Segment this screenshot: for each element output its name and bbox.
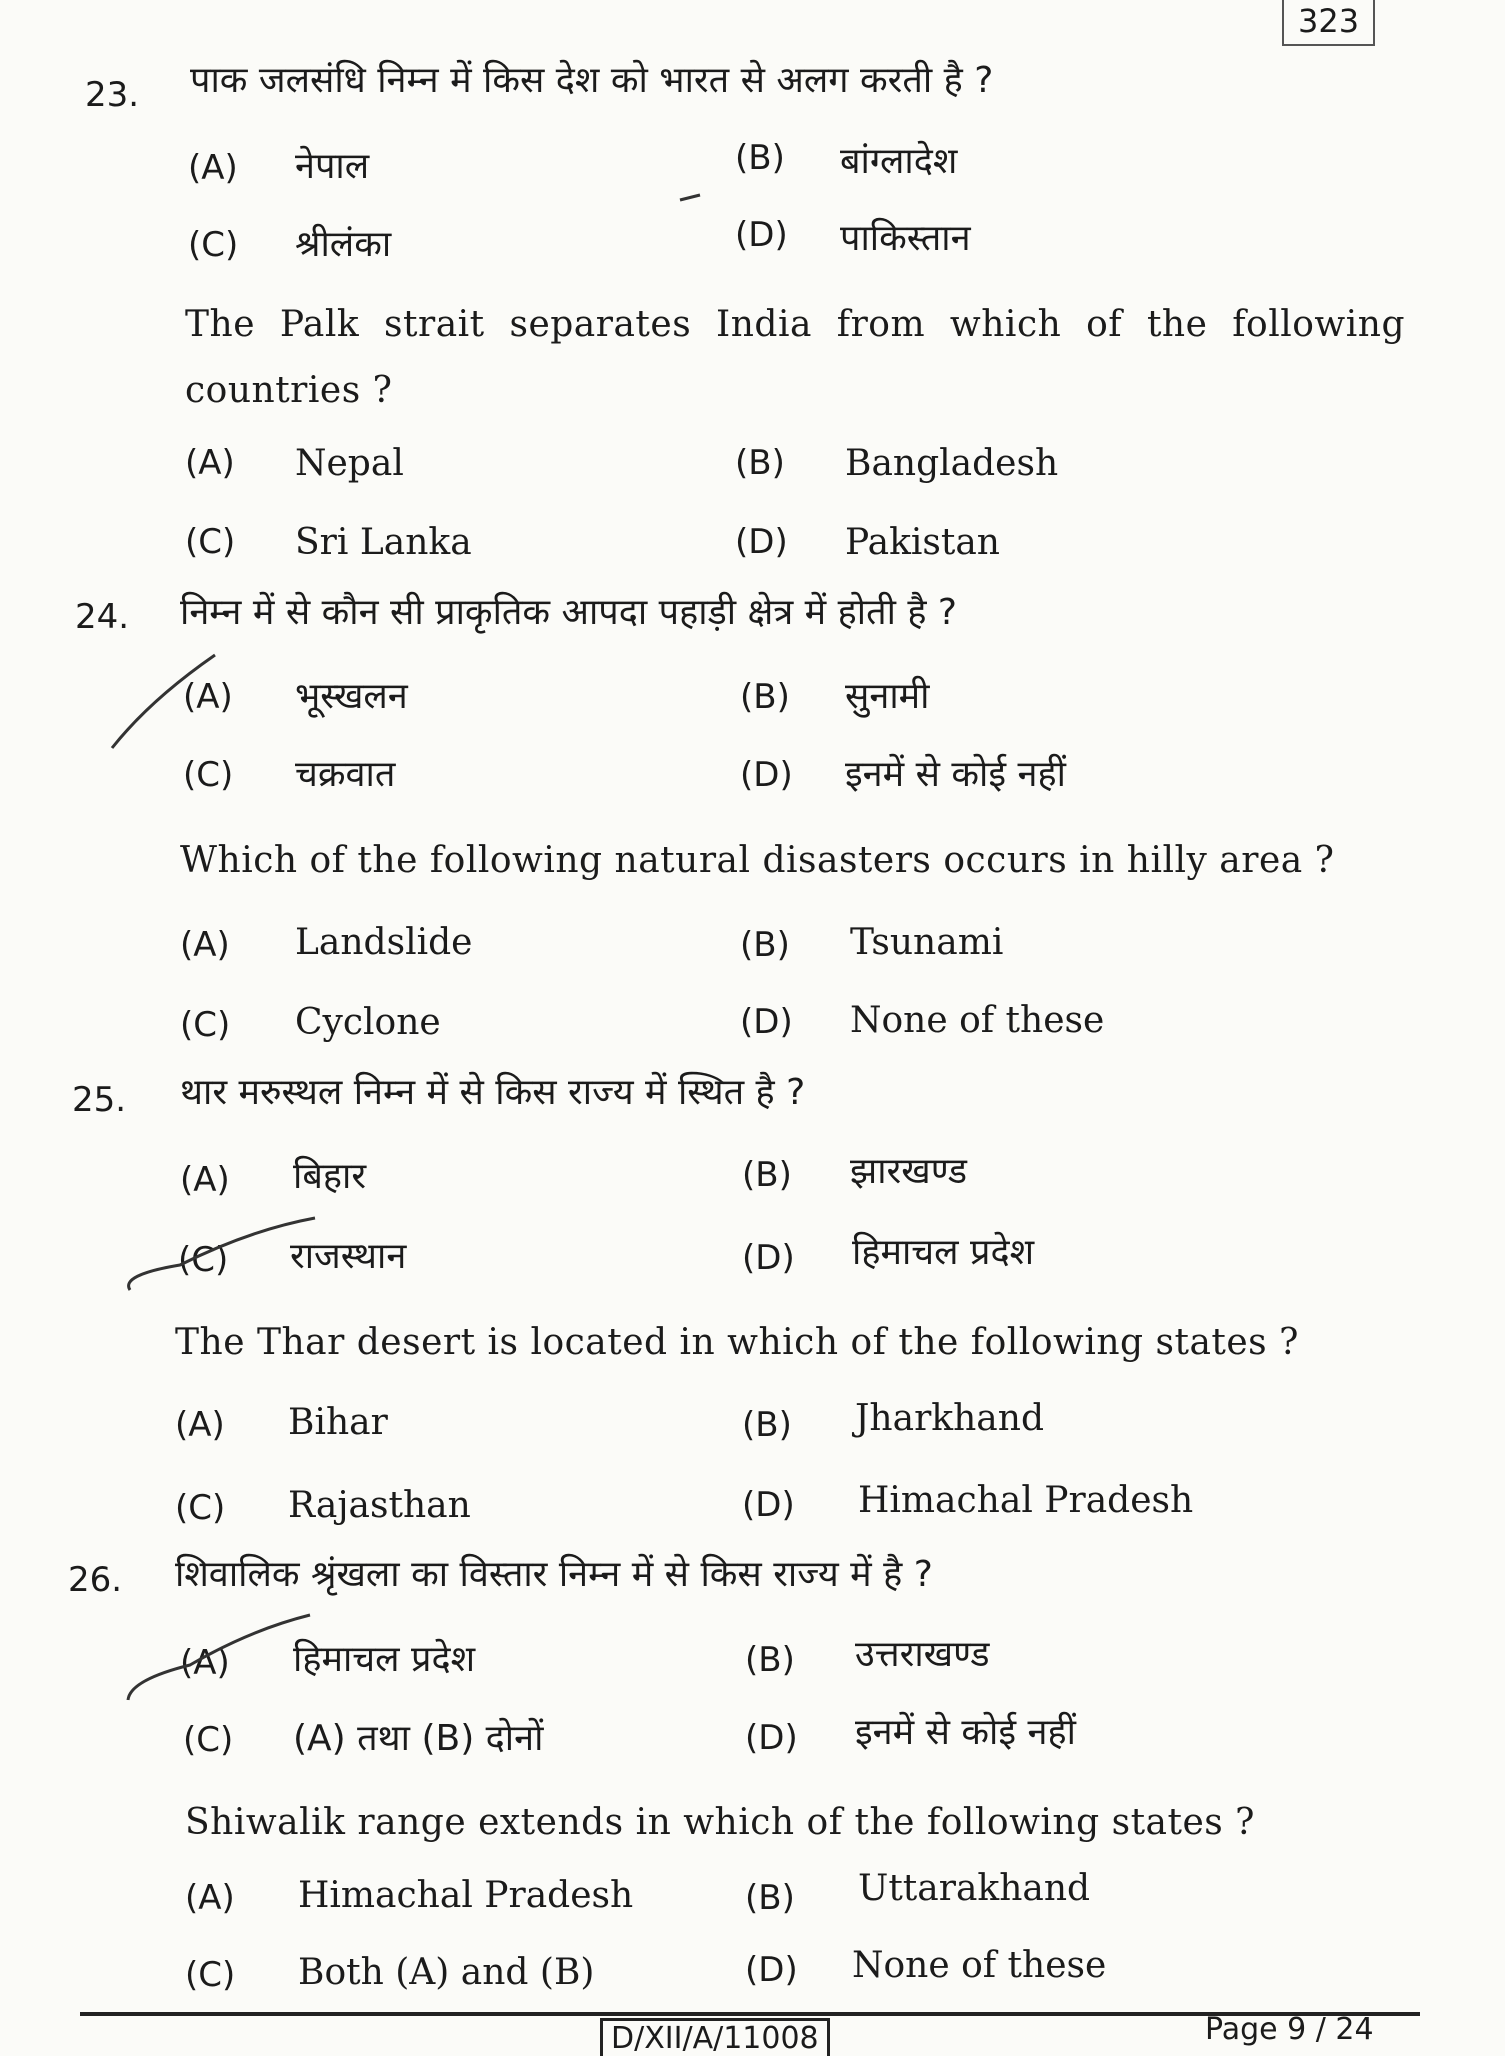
option-text: झारखण्ड <box>850 1151 968 1192</box>
option-text: Uttarakhand <box>858 1868 1091 1909</box>
option-letter: (D) <box>745 1950 798 1990</box>
option-letter: (D) <box>742 1238 795 1278</box>
option-text: Rajasthan <box>288 1485 471 1526</box>
question-number: 26. <box>68 1560 123 1600</box>
option-text: सुनामी <box>845 676 930 717</box>
option-letter: (D) <box>735 522 788 562</box>
tick-mark-icon <box>112 655 215 748</box>
option-text: Bangladesh <box>845 443 1059 484</box>
question-english: The Thar desert is located in which of the following states ? <box>175 1322 1299 1363</box>
option-text: नेपाल <box>295 146 370 187</box>
pen-mark-icon <box>680 195 700 200</box>
option-text: (A) तथा (B) दोनों <box>293 1718 544 1759</box>
option-text: Both (A) and (B) <box>298 1952 595 1993</box>
option-letter: (A) <box>188 148 238 188</box>
option-text: Himachal Pradesh <box>858 1480 1194 1521</box>
option-text: None of these <box>850 1000 1105 1041</box>
question-hindi: पाक जलसंधि निम्न में किस देश को भारत से अलग करती है ? <box>190 60 994 101</box>
option-text: हिमाचल प्रदेश <box>293 1639 476 1680</box>
paper-code: D/XII/A/11008 <box>600 2018 830 2056</box>
option-text: हिमाचल प्रदेश <box>852 1232 1035 1273</box>
option-text: इनमें से कोई नहीं <box>855 1712 1076 1753</box>
option-letter: (A) <box>180 925 230 965</box>
option-text: Pakistan <box>845 522 1000 563</box>
option-text: बांग्लादेश <box>840 141 958 182</box>
option-letter: (C) <box>183 1720 234 1760</box>
option-letter: (B) <box>742 1155 792 1195</box>
option-letter: (A) <box>180 1160 230 1200</box>
question-english: Shiwalik range extends in which of the following states ? <box>185 1802 1255 1843</box>
tick-mark-icon <box>129 1218 315 1290</box>
option-letter: (B) <box>742 1405 792 1445</box>
option-letter: (B) <box>745 1878 795 1918</box>
question-english: The Palk strait separates India from which of the following countries ? <box>185 304 1405 411</box>
question-number: 25. <box>72 1080 127 1120</box>
question-english: Which of the following natural disasters occurs in hilly area ? <box>180 840 1335 881</box>
option-letter: (B) <box>740 925 790 965</box>
question-hindi: शिवालिक श्रृंखला का विस्तार निम्न में से किस राज्य में है ? <box>175 1554 933 1595</box>
option-letter: (A) <box>180 1643 230 1683</box>
option-text: इनमें से कोई नहीं <box>845 754 1066 795</box>
option-letter: (C) <box>185 522 236 562</box>
option-text: Cyclone <box>295 1002 441 1043</box>
option-text: चक्रवात <box>295 754 396 795</box>
option-text: पाकिस्तान <box>840 218 971 259</box>
option-letter: (A) <box>185 1878 235 1918</box>
option-letter: (D) <box>740 755 793 795</box>
option-letter: (D) <box>735 215 788 255</box>
option-letter: (B) <box>745 1640 795 1680</box>
option-letter: (C) <box>185 1955 236 1995</box>
option-text: Tsunami <box>850 922 1004 963</box>
option-text: Jharkhand <box>855 1398 1044 1439</box>
option-text: भूस्खलन <box>295 676 408 717</box>
page-number-top: 323 <box>1282 0 1375 46</box>
option-letter: (A) <box>175 1405 225 1445</box>
option-text: राजस्थान <box>290 1236 407 1277</box>
option-text: Landslide <box>295 922 473 963</box>
option-letter: (D) <box>740 1002 793 1042</box>
option-text: Sri Lanka <box>295 522 472 563</box>
option-letter: (B) <box>735 138 785 178</box>
option-letter: (C) <box>180 1005 231 1045</box>
option-letter: (C) <box>175 1488 226 1528</box>
option-text: उत्तराखण्ड <box>855 1634 990 1675</box>
option-letter: (B) <box>740 677 790 717</box>
tick-mark-icon <box>128 1615 310 1700</box>
option-text: श्रीलंका <box>295 224 392 265</box>
option-letter: (D) <box>745 1718 798 1758</box>
page-indicator: Page 9 / 24 <box>1205 2012 1374 2047</box>
option-text: बिहार <box>293 1156 367 1197</box>
option-letter: (D) <box>742 1485 795 1525</box>
question-number: 24. <box>75 597 130 637</box>
question-number: 23. <box>85 75 140 115</box>
question-hindi: निम्न में से कौन सी प्राकृतिक आपदा पहाड़ी क्षेत्र में होती है ? <box>180 592 958 633</box>
question-hindi: थार मरुस्थल निम्न में से किस राज्य में स्थित है ? <box>180 1072 806 1113</box>
option-text: Bihar <box>288 1402 388 1443</box>
option-letter: (C) <box>183 755 234 795</box>
option-letter: (C) <box>188 225 239 265</box>
option-letter: (A) <box>185 443 235 483</box>
option-letter: (B) <box>735 443 785 483</box>
option-text: Nepal <box>295 443 404 484</box>
option-text: None of these <box>852 1945 1107 1986</box>
option-text: Himachal Pradesh <box>298 1875 634 1916</box>
option-letter: (C) <box>178 1240 229 1280</box>
option-letter: (A) <box>183 677 233 717</box>
